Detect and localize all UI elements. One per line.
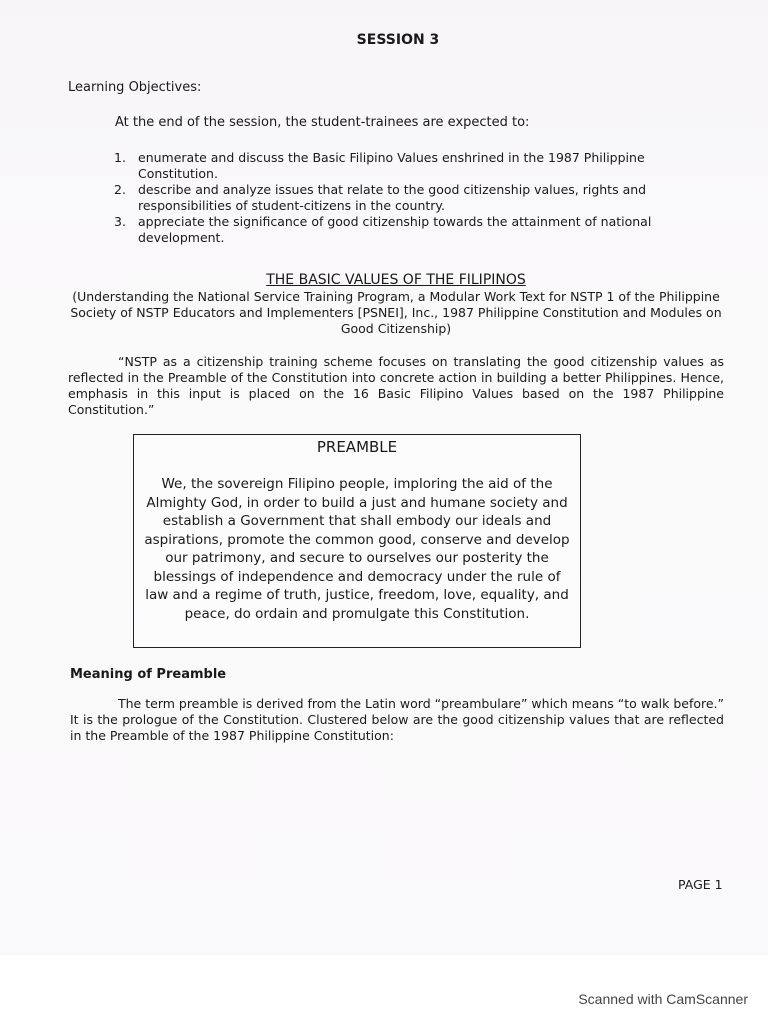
list-number: 2. <box>114 182 126 197</box>
basic-values-title: THE BASIC VALUES OF THE FILIPINOS <box>266 272 526 288</box>
objectives-intro: At the end of the session, the student-trainees are expected to: <box>115 115 530 130</box>
learning-objectives-heading: Learning Objectives: <box>68 80 202 95</box>
objectives-list <box>114 150 714 246</box>
list-item <box>114 150 714 182</box>
scanner-watermark: Scanned with CamScanner <box>578 991 748 1007</box>
meaning-heading: Meaning of Preamble <box>70 667 227 682</box>
meaning-text: The term preamble is derived from the Latin word “preambulare” which means “to walk before.” It is the prologue of the Constitution. Clustered below are the good citizenship values that are reflected in the Preamble of the 1987 Philippine Constitution: <box>70 696 724 743</box>
preamble-text: We, the sovereign Filipino people, imploring the aid of the Almighty God, in order to build a just and humane society and establish a Government that shall embody our ideals and aspirations, promote the common good, conserve and develop our patrimony, and secure to ourselves our posterity the blessings of independence and democracy under the rule of law and a regime of truth, justice, freedom, love, equality, and peace, do ordain and promulgate this Constitution. <box>144 476 570 622</box>
list-item <box>114 214 714 246</box>
list-number: 1. <box>114 150 126 165</box>
nstp-quote: “NSTP as a citizenship training scheme focuses on translating the good citizenship values as reflected in the Preamble of the Constitution into concrete action in building a better Philippines. Hence, emphasis in this input is placed on the 16 Basic Filipino Values based on the 1987 Philippine Constitution.” <box>68 354 724 417</box>
list-text: appreciate the significance of good citizenship towards the attainment of national development. <box>138 214 652 245</box>
list-number: 3. <box>114 214 126 229</box>
list-item <box>114 182 714 214</box>
preamble-title: PREAMBLE <box>316 438 398 456</box>
list-text: describe and analyze issues that relate to the good citizenship values, rights and responsibilities of student-citizens in the country. <box>138 182 647 213</box>
source-citation: (Understanding the National Service Training Program, a Modular Work Text for NSTP 1 of the Philippine Society of NSTP Educators and Implementers [PSNEI], Inc., 1987 Philippine Constitution and Modules on Good Citizenship) <box>70 289 722 336</box>
list-text: enumerate and discuss the Basic Filipino Values enshrined in the 1987 Philippine Constitution. <box>138 150 645 181</box>
page-number: PAGE 1 <box>678 877 723 892</box>
session-title: SESSION 3 <box>356 32 440 48</box>
preamble-box <box>133 434 581 648</box>
